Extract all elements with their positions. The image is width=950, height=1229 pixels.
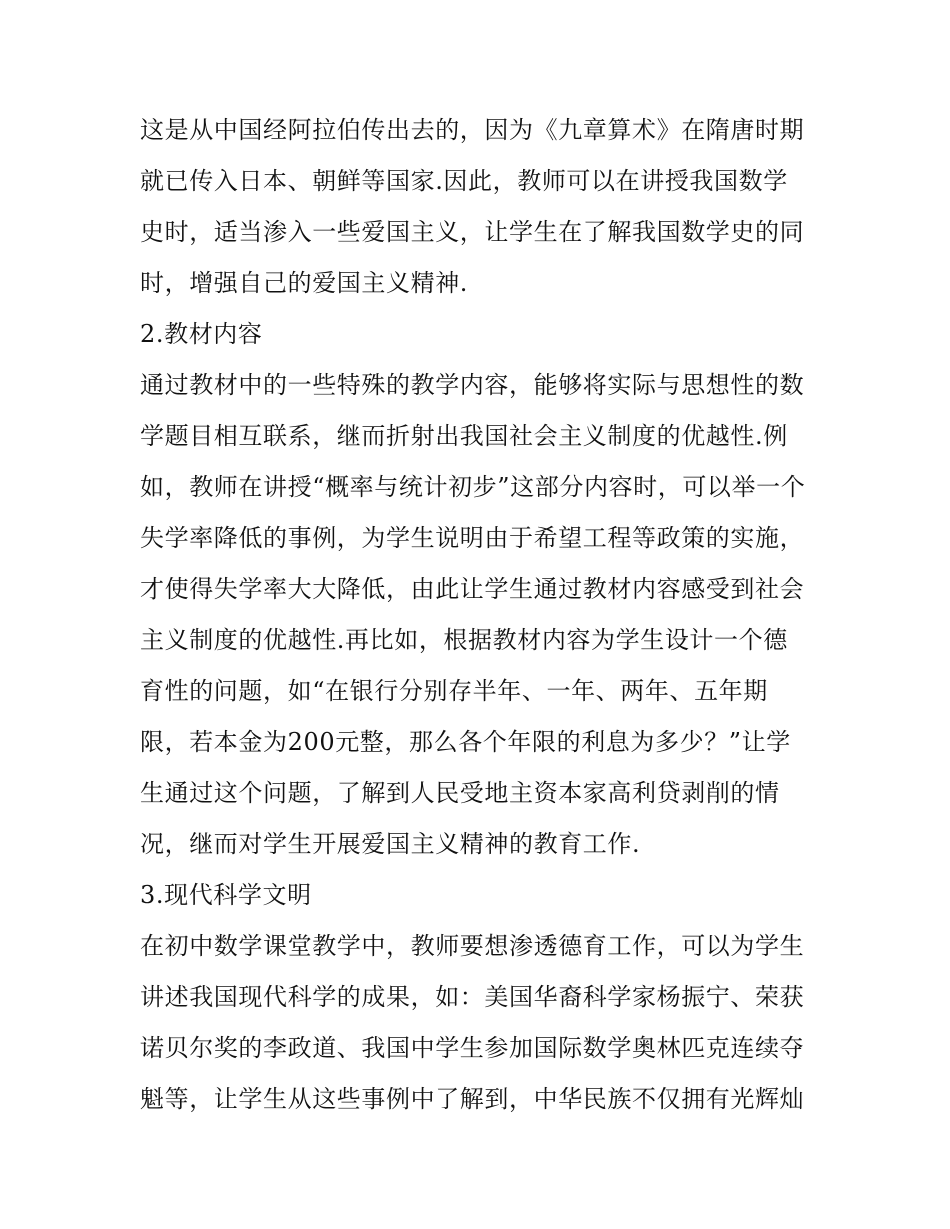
paragraph-line: 育性的问题，如“在银行分别存半年、一年、两年、五年期	[140, 677, 768, 705]
paragraph-line: 生通过这个问题，了解到人民受地主资本家高利贷剥削的情	[140, 779, 780, 807]
paragraph-line: 时，增强自己的爱国主义精神.	[140, 269, 469, 297]
paragraph-line: 学题目相互联系，继而折射出我国社会主义制度的优越性.例	[140, 422, 788, 450]
paragraph-line: 在初中数学课堂教学中，教师要想渗透德育工作，可以为学生	[140, 932, 805, 960]
paragraph-line: 就已传入日本、朝鲜等国家.因此，教师可以在讲授我国数学	[140, 167, 788, 195]
paragraph-line: 史时，适当渗入一些爱国主义，让学生在了解我国数学史的同	[140, 218, 805, 246]
paragraph-line: 这是从中国经阿拉伯传出去的，因为《九章算术》在隋唐时期	[140, 116, 805, 144]
paragraph-line: 主义制度的优越性.再比如，根据教材内容为学生设计一个德	[140, 626, 788, 654]
paragraph-line: 失学率降低的事例，为学生说明由于希望工程等政策的实施，	[140, 524, 805, 552]
paragraph-line: 魁等，让学生从这些事例中了解到，中华民族不仅拥有光辉灿	[140, 1085, 805, 1113]
section-heading: 3.现代科学文明	[140, 881, 312, 909]
paragraph-line: 限，若本金为200元整，那么各个年限的利息为多少？”让学	[140, 728, 791, 756]
paragraph-line: 讲述我国现代科学的成果，如：美国华裔科学家杨振宁、荣获	[140, 983, 805, 1011]
paragraph-line: 通过教材中的一些特殊的教学内容，能够将实际与思想性的数	[140, 371, 805, 399]
paragraph-line: 如，教师在讲授“概率与统计初步”这部分内容时，可以举一个	[140, 473, 806, 501]
document-body	[140, 105, 820, 1125]
paragraph-line: 诺贝尔奖的李政道、我国中学生参加国际数学奥林匹克连续夺	[140, 1034, 805, 1062]
paragraph-line: 况，继而对学生开展爱国主义精神的教育工作.	[140, 830, 641, 858]
paragraph-line: 才使得失学率大大降低，由此让学生通过教材内容感受到社会	[140, 575, 805, 603]
section-heading: 2.教材内容	[140, 320, 263, 348]
